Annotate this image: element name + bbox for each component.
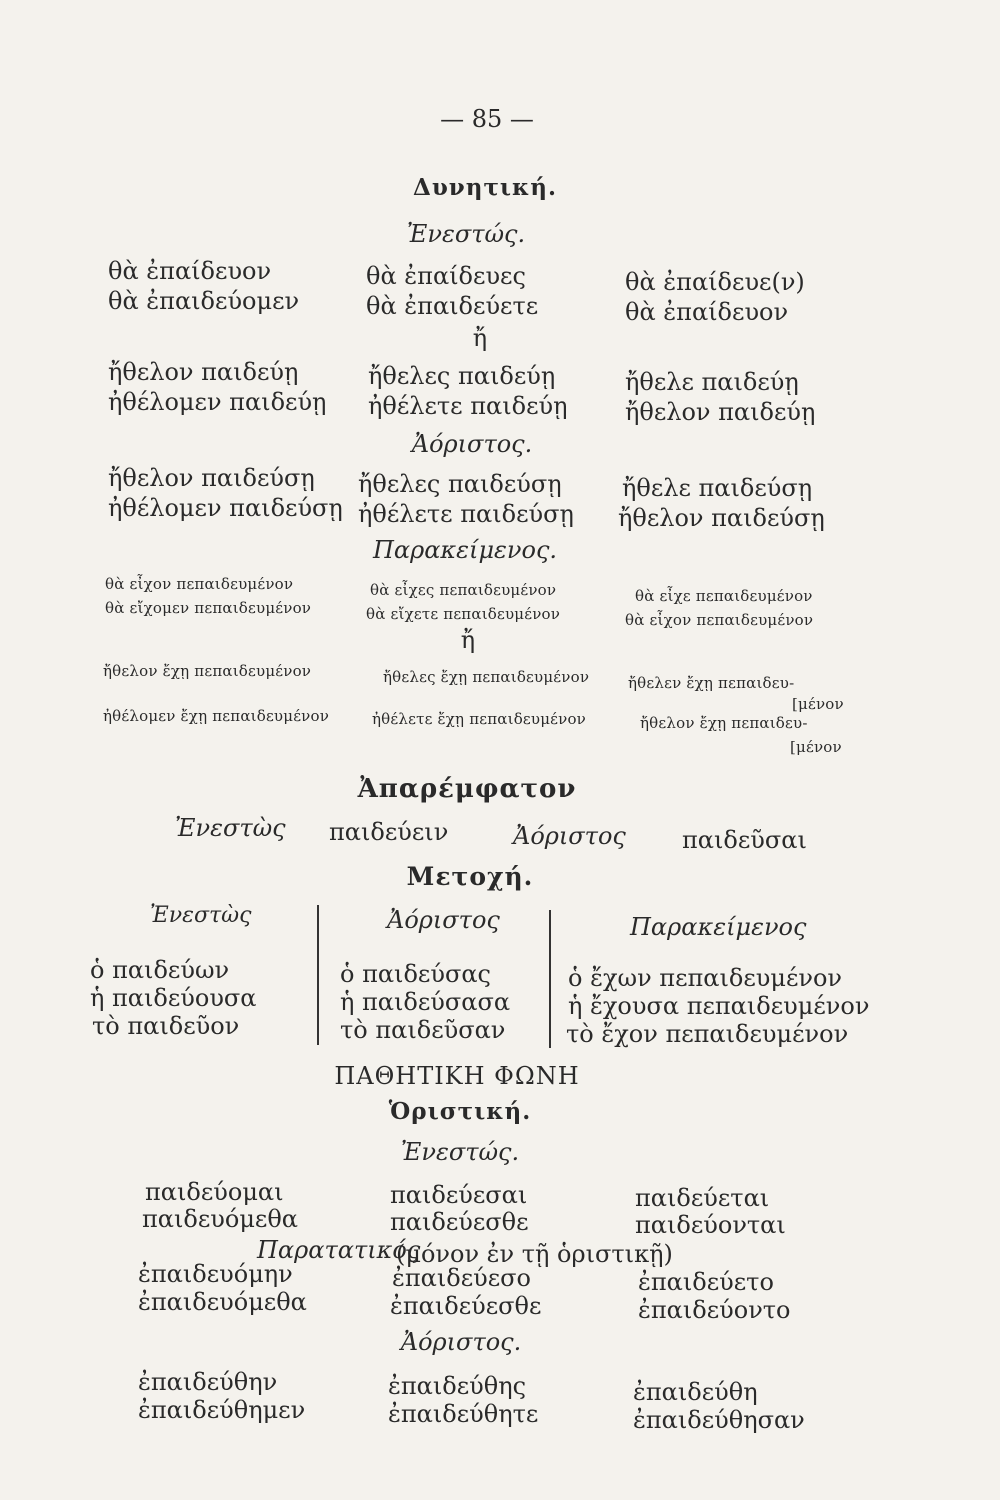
form-cell: ἐπαιδεύθημεν (138, 1396, 306, 1424)
form-cell: ἠθέλομεν παιδεύσῃ (108, 494, 343, 522)
form-cell: ἤθελε παιδεύσῃ (622, 474, 813, 502)
form-cell: παιδεύεσθε (390, 1208, 529, 1236)
hyphen-continuation: [μένον (790, 738, 842, 756)
form-cell: θὰ εἶχες πεπαιδευμένον (370, 581, 557, 599)
form-cell: ἐπαιδεύθην (138, 1368, 278, 1396)
form-cell: ἤθελε παιδεύῃ (625, 368, 799, 396)
form-cell: ἐπαιδευόμεθα (138, 1288, 307, 1316)
form-cell: θὰ ἐπαιδεύετε (366, 292, 539, 320)
participle-form: ἡ παιδεύουσα (90, 984, 257, 1012)
participle-form: ὁ παιδεύσας (340, 960, 491, 988)
form-cell: παιδευόμεθα (142, 1205, 298, 1233)
passive-aorist-heading: Ἀόριστος. (400, 1328, 522, 1356)
column-divider (549, 910, 551, 1048)
indicative-title: Ὁριστική. (388, 1098, 532, 1125)
form-cell: θὰ ἐπαιδεύομεν (108, 287, 300, 315)
imperfect-heading: Παρατατικός (257, 1236, 421, 1264)
form-cell: παιδεύομαι (145, 1178, 284, 1206)
form-cell: ἐπαιδεύοντο (638, 1296, 791, 1324)
column-divider (317, 905, 319, 1045)
participle-form: ἡ ἔχουσα πεπαιδευμένον (568, 992, 870, 1020)
or-connector: ἤ (472, 324, 488, 352)
form-cell: παιδεύεσαι (390, 1181, 528, 1209)
form-cell: ἠθέλετε ἔχῃ πεπαιδευμένον (372, 710, 587, 728)
infinitive-present-form: παιδεύειν (329, 818, 449, 846)
participle-col-heading: Παρακείμενος (630, 913, 807, 941)
hyphen-continuation: [μένον (792, 695, 844, 713)
form-cell: ἠθέλετε παιδεύσῃ (358, 500, 574, 528)
or-connector: ἤ (460, 626, 476, 654)
form-cell: ἤθελεν ἔχῃ πεπαιδευ- (628, 674, 795, 692)
aorist-heading: Ἀόριστος. (411, 430, 533, 458)
form-cell: ἐπαιδεύθης (388, 1372, 527, 1400)
form-cell: ἤθελον παιδεύσῃ (618, 504, 825, 532)
present-heading: Ἐνεστώς. (406, 220, 526, 248)
participle-col-heading: Ἐνεστὼς (150, 903, 252, 928)
form-cell: ἤθελον παιδεύσῃ (108, 464, 315, 492)
participle-form: τὸ παιδεῦσαν (340, 1016, 506, 1044)
participle-title: Μετοχή. (406, 862, 534, 891)
form-cell: ἐπαιδεύεσθε (390, 1292, 542, 1320)
participle-col-heading: Ἀόριστος (387, 906, 500, 934)
form-cell: θὰ εἶχε πεπαιδευμένον (635, 587, 813, 605)
form-cell: ἐπαιδευόμην (138, 1260, 293, 1288)
form-cell: ἐπαιδεύετο (638, 1268, 774, 1296)
infinitive-aorist-label: Ἀόριστος (513, 822, 626, 850)
form-cell: θὰ ἐπαίδευες (366, 262, 526, 290)
form-cell: ἠθέλομεν παιδεύῃ (108, 388, 327, 416)
form-cell: θὰ εἶχον πεπαιδευμένον (105, 575, 294, 593)
form-cell: ἐπαιδεύθητε (388, 1400, 539, 1428)
form-cell: ἠθέλομεν ἔχῃ πεπαιδευμένον (103, 707, 330, 725)
form-cell: ἤθελον παιδεύῃ (108, 358, 299, 386)
infinitive-title: Ἀπαρέμφατον (357, 774, 577, 804)
form-cell: ἤθελες παιδεύῃ (368, 362, 556, 390)
participle-form: ὁ παιδεύων (90, 956, 230, 984)
form-cell: θὰ ἐπαίδευε(ν) (625, 268, 805, 296)
form-cell: θὰ εἴχομεν πεπαιδευμένον (105, 599, 312, 617)
participle-form: τὸ παιδεῦον (92, 1012, 240, 1040)
form-cell: ἐπαιδεύεσο (392, 1264, 532, 1292)
form-cell: ἤθελον ἔχῃ πεπαιδευ- (640, 714, 808, 732)
passive-present-heading: Ἐνεστώς. (400, 1138, 520, 1166)
infinitive-present-label: Ἐνεστὼς (175, 814, 286, 842)
participle-form: ὁ ἔχων πεπαιδευμένον (568, 964, 843, 992)
participle-form: ἡ παιδεύσασα (340, 988, 511, 1016)
passive-voice-title: ΠΑΘΗΤΙΚΗ ΦΩΝΗ (334, 1062, 580, 1090)
infinitive-aorist-form: παιδεῦσαι (682, 826, 807, 854)
participle-form: τὸ ἔχον πεπαιδευμένον (566, 1020, 849, 1048)
form-cell: θὰ ἐπαίδευον (625, 298, 789, 326)
form-cell: ἤθελον παιδεύῃ (625, 398, 816, 426)
form-cell: ἐπαιδεύθη (633, 1378, 758, 1406)
form-cell: παιδεύονται (635, 1211, 786, 1239)
imperfect-note: (μόνον ἐν τῇ ὁριστικῇ) (396, 1240, 673, 1268)
form-cell: ἤθελον ἔχῃ πεπαιδευμένον (103, 662, 312, 680)
page-number: — 85 — (440, 105, 534, 133)
form-cell: ἤθελες παιδεύσῃ (358, 470, 562, 498)
form-cell: ἠθέλετε παιδεύῃ (368, 392, 568, 420)
form-cell: θὰ ἐπαίδευον (108, 257, 272, 285)
subjunctive-title: Δυνητική. (412, 174, 558, 201)
form-cell: ἐπαιδεύθησαν (633, 1406, 805, 1434)
form-cell: θὰ εἴχετε πεπαιδευμένον (366, 605, 561, 623)
form-cell: θὰ εἶχον πεπαιδευμένον (625, 611, 814, 629)
perfect-heading: Παρακείμενος. (372, 536, 558, 564)
form-cell: ἤθελες ἔχῃ πεπαιδευμένον (383, 668, 590, 686)
form-cell: παιδεύεται (635, 1184, 770, 1212)
